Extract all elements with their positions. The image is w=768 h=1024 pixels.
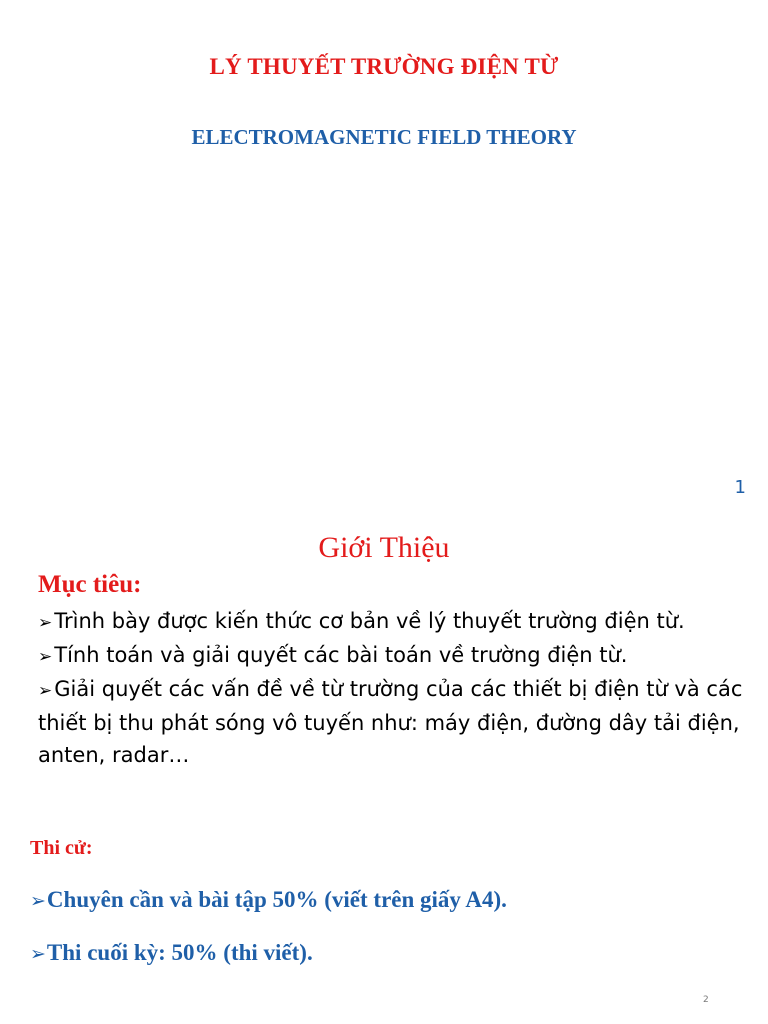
slide-title-english: ELECTROMAGNETIC FIELD THEORY (191, 125, 577, 149)
goal-item (38, 673, 746, 771)
exam-item-text: Thi cuối kỳ: 50% (thi viết). (46, 940, 313, 965)
goals-list (38, 605, 746, 771)
arrow-bullet-icon: ➢ (38, 647, 53, 667)
page-number: 1 (734, 477, 746, 498)
goal-item (38, 639, 746, 673)
goal-text: Trình bày được kiến thức cơ bản về lý thuyết trường điện từ. (54, 609, 685, 633)
slide-2 (0, 512, 768, 1024)
exam-heading: Thi cử: (30, 837, 93, 859)
goal-item (38, 605, 746, 639)
arrow-bullet-icon: ➢ (30, 890, 46, 912)
slide-title-vietnamese: LÝ THUYẾT TRƯỜNG ĐIỆN TỪ (209, 54, 559, 79)
intro-title: Giới Thiệu (318, 531, 450, 564)
page-number: 2 (703, 995, 709, 1005)
exam-item (30, 940, 313, 966)
goal-text: Tính toán và giải quyết các bài toán về trường điện từ. (54, 643, 628, 667)
exam-item-text: Chuyên cần và bài tập 50% (viết trên giấy A4). (46, 887, 507, 912)
arrow-bullet-icon: ➢ (38, 613, 53, 633)
goals-heading: Mục tiêu: (38, 571, 142, 598)
exam-item (30, 887, 507, 913)
arrow-bullet-icon: ➢ (38, 681, 53, 701)
arrow-bullet-icon: ➢ (30, 943, 46, 965)
goal-text: Giải quyết các vấn đề về từ trường của các thiết bị điện từ và các thiết bị thu phát sóng vô tuyến như: máy điện, đường dây tải điện, anten, radar… (38, 677, 743, 767)
